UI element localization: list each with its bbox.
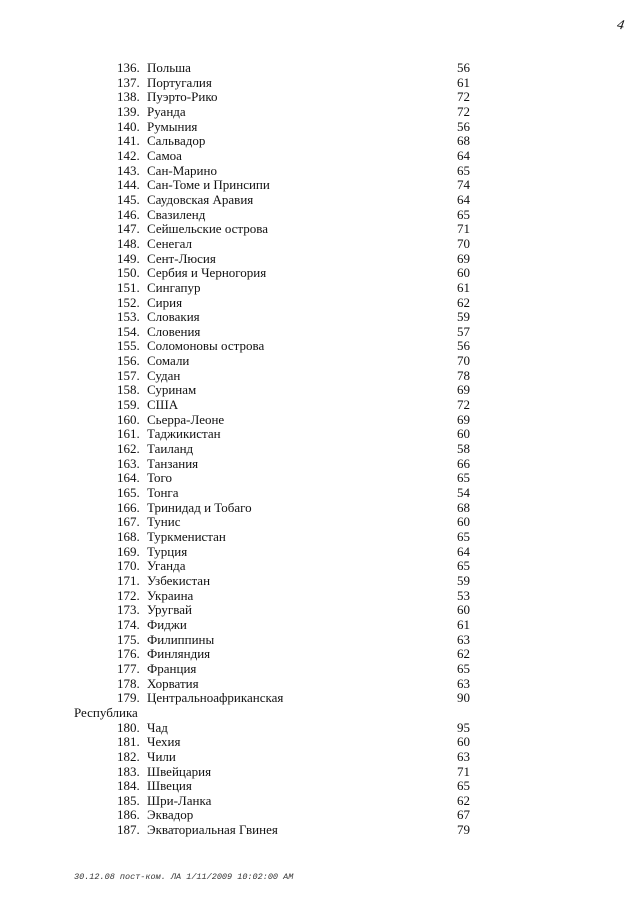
item-number: 144. [117,177,140,193]
list-item [0,120,640,135]
list-item [0,647,640,662]
list-item [0,457,640,472]
list-item [0,222,640,237]
list-item [0,164,640,179]
list-item [0,823,640,838]
item-value: 72 [457,89,470,105]
list-item [0,76,640,91]
country-name: Сейшельские острова [147,221,268,237]
item-value: 65 [457,558,470,574]
country-name: Уганда [147,558,186,574]
item-number: 184. [117,778,140,794]
item-number: 170. [117,558,140,574]
item-value: 70 [457,353,470,369]
list-item [0,515,640,530]
item-value: 79 [457,822,470,838]
list-item [0,134,640,149]
item-number: 153. [117,309,140,325]
country-name: Португалия [147,74,212,90]
list-item [0,779,640,794]
list-item [0,677,640,692]
item-value: 60 [457,426,470,442]
item-number: 180. [117,719,140,735]
list-item [0,339,640,354]
item-value: 95 [457,719,470,735]
list-item [0,662,640,677]
item-number: 177. [117,660,140,676]
country-name: Словения [147,323,201,339]
item-value: 68 [457,133,470,149]
list-item [0,383,640,398]
item-number: 160. [117,411,140,427]
list-item [0,252,640,267]
list-item [0,618,640,633]
footer: 30.12.08 пост-ком. ЛА 1/11/2009 10:02:00 AM [74,872,294,882]
list-item [0,750,640,765]
item-value: 65 [457,778,470,794]
item-value: 61 [457,616,470,632]
country-name: Чехия [147,734,181,750]
country-name: Швейцария [147,763,212,779]
list-item [0,589,640,604]
item-value: 62 [457,646,470,662]
item-value: 64 [457,191,470,207]
country-name: Уругвай [147,602,192,618]
country-name: Турция [147,543,188,559]
item-number: 187. [117,822,140,838]
country-name: Таиланд [147,441,194,457]
list-item [0,354,640,369]
item-number: 140. [117,118,140,134]
country-name: Экваториальная Гвинея [147,822,278,838]
item-number: 148. [117,235,140,251]
list-item [0,794,640,809]
item-number: 162. [117,441,140,457]
country-name: Сирия [147,294,183,310]
list-item [0,90,640,105]
item-value: 56 [457,60,470,75]
country-name: Эквадор [147,807,194,823]
country-name: Фиджи [147,616,187,632]
item-number: 157. [117,367,140,383]
country-name: Руанда [147,103,186,119]
list-item [0,486,640,501]
country-name: Сальвадор [147,133,206,149]
item-number: 138. [117,89,140,105]
item-value: 67 [457,807,470,823]
list-item [0,501,640,516]
item-value: 65 [457,470,470,486]
item-number: 182. [117,748,140,764]
item-number: 164. [117,470,140,486]
list-item [0,310,640,325]
item-value: 90 [457,690,470,706]
country-name: Чад [147,719,168,735]
item-value: 78 [457,367,470,383]
list-item [0,193,640,208]
list-item [0,471,640,486]
item-number: 172. [117,587,140,603]
item-value: 60 [457,734,470,750]
item-value: 65 [457,529,470,544]
country-name: Румыния [147,118,198,134]
country-name: Сан-Томе и Принсипи [147,177,270,193]
country-name: Украина [147,587,194,603]
list-item [0,208,640,223]
item-number: 142. [117,147,140,163]
item-number: 147. [117,221,140,237]
country-name: Сан-Марино [147,162,217,178]
item-value: 70 [457,235,470,251]
country-name: Тринидад и Тобаго [147,499,252,515]
item-value: 57 [457,323,470,339]
item-number: 152. [117,294,140,310]
item-number: 154. [117,323,140,339]
item-value: 59 [457,309,470,325]
item-number: 137. [117,74,140,90]
list-item [0,633,640,648]
item-value: 72 [457,103,470,119]
item-value: 60 [457,514,470,530]
item-number: 165. [117,485,140,501]
item-number: 178. [117,675,140,691]
list-item [0,281,640,296]
list-item [0,765,640,780]
item-value: 56 [457,338,470,354]
page-mark: 4 [615,17,626,34]
country-name: Пуэрто-Рико [147,89,218,105]
item-number: 171. [117,572,140,588]
country-name: Сьерра-Леоне [147,411,225,427]
item-number: 143. [117,162,140,178]
list-item [0,545,640,560]
item-value: 54 [457,485,470,501]
item-number: 139. [117,103,140,119]
item-number: 175. [117,631,140,647]
country-name: Саудовская Аравия [147,191,254,207]
list-item [0,296,640,311]
item-number: 183. [117,763,140,779]
item-value: 71 [457,221,470,237]
list-item [0,178,640,193]
item-value: 63 [457,631,470,647]
item-value: 58 [457,441,470,457]
list-item [0,149,640,164]
item-number: 185. [117,792,140,808]
item-value: 53 [457,587,470,603]
country-name: Судан [147,367,181,383]
item-number: 156. [117,353,140,369]
list-item [0,266,640,281]
country-name-continuation: Республика [74,704,138,720]
country-name: Словакия [147,309,200,325]
item-number: 141. [117,133,140,149]
country-name: Соломоновы острова [147,338,265,354]
list-item-continuation [0,706,640,721]
country-name: Самоа [147,147,182,163]
list-item [0,325,640,340]
item-number: 146. [117,206,140,222]
item-value: 63 [457,748,470,764]
item-number: 159. [117,397,140,413]
item-number: 163. [117,455,140,471]
country-name: Хорватия [147,675,199,691]
item-value: 65 [457,162,470,178]
item-number: 145. [117,191,140,207]
country-name: Филиппины [147,631,215,647]
country-name: Туркменистан [147,529,226,544]
item-value: 59 [457,572,470,588]
list-item [0,559,640,574]
item-number: 179. [117,690,140,706]
list-item [0,398,640,413]
country-name: Сингапур [147,279,201,295]
country-name: Узбекистан [147,572,211,588]
country-name: Тунис [147,514,181,530]
item-number: 161. [117,426,140,442]
item-value: 64 [457,543,470,559]
item-value: 62 [457,792,470,808]
item-value: 65 [457,206,470,222]
item-value: 65 [457,660,470,676]
item-number: 150. [117,265,140,281]
country-list [0,61,640,838]
item-number: 136. [117,60,140,75]
item-value: 60 [457,602,470,618]
item-number: 158. [117,382,140,398]
item-value: 74 [457,177,470,193]
item-value: 68 [457,499,470,515]
country-name: Сенегал [147,235,193,251]
item-value: 62 [457,294,470,310]
country-name: Шри-Ланка [147,792,212,808]
item-value: 56 [457,118,470,134]
item-number: 181. [117,734,140,750]
list-item [0,369,640,384]
list-item [0,574,640,589]
list-item [0,237,640,252]
list-item [0,691,640,706]
list-item [0,413,640,428]
item-number: 155. [117,338,140,354]
country-name: Того [147,470,172,486]
item-number: 151. [117,279,140,295]
list-item [0,721,640,736]
country-name: Швеция [147,778,192,794]
item-value: 69 [457,382,470,398]
item-number: 186. [117,807,140,823]
item-value: 71 [457,763,470,779]
item-value: 72 [457,397,470,413]
item-number: 169. [117,543,140,559]
list-item [0,442,640,457]
country-name: США [147,397,179,413]
country-name: Сомали [147,353,190,369]
item-number: 174. [117,616,140,632]
item-value: 63 [457,675,470,691]
country-name: Польша [147,60,191,75]
item-number: 166. [117,499,140,515]
list-item [0,427,640,442]
country-name: Чили [147,748,176,764]
country-name: Танзания [147,455,199,471]
item-value: 61 [457,74,470,90]
list-item [0,105,640,120]
item-number: 168. [117,529,140,544]
country-name: Финляндия [147,646,211,662]
country-name: Франция [147,660,197,676]
list-item [0,61,640,76]
item-value: 64 [457,147,470,163]
item-value: 61 [457,279,470,295]
list-item [0,603,640,618]
list-item [0,735,640,750]
item-value: 60 [457,265,470,281]
item-value: 66 [457,455,470,471]
country-name: Центральноафриканская [147,690,284,706]
item-number: 167. [117,514,140,530]
list-item [0,530,640,545]
item-number: 149. [117,250,140,266]
country-name: Суринам [147,382,197,398]
country-name: Свазиленд [147,206,206,222]
country-name: Таджикистан [147,426,221,442]
country-name: Тонга [147,485,179,501]
country-name: Сербия и Черногория [147,265,267,281]
list-item [0,808,640,823]
item-number: 173. [117,602,140,618]
item-value: 69 [457,250,470,266]
country-name: Сент-Люсия [147,250,216,266]
item-number: 176. [117,646,140,662]
item-value: 69 [457,411,470,427]
